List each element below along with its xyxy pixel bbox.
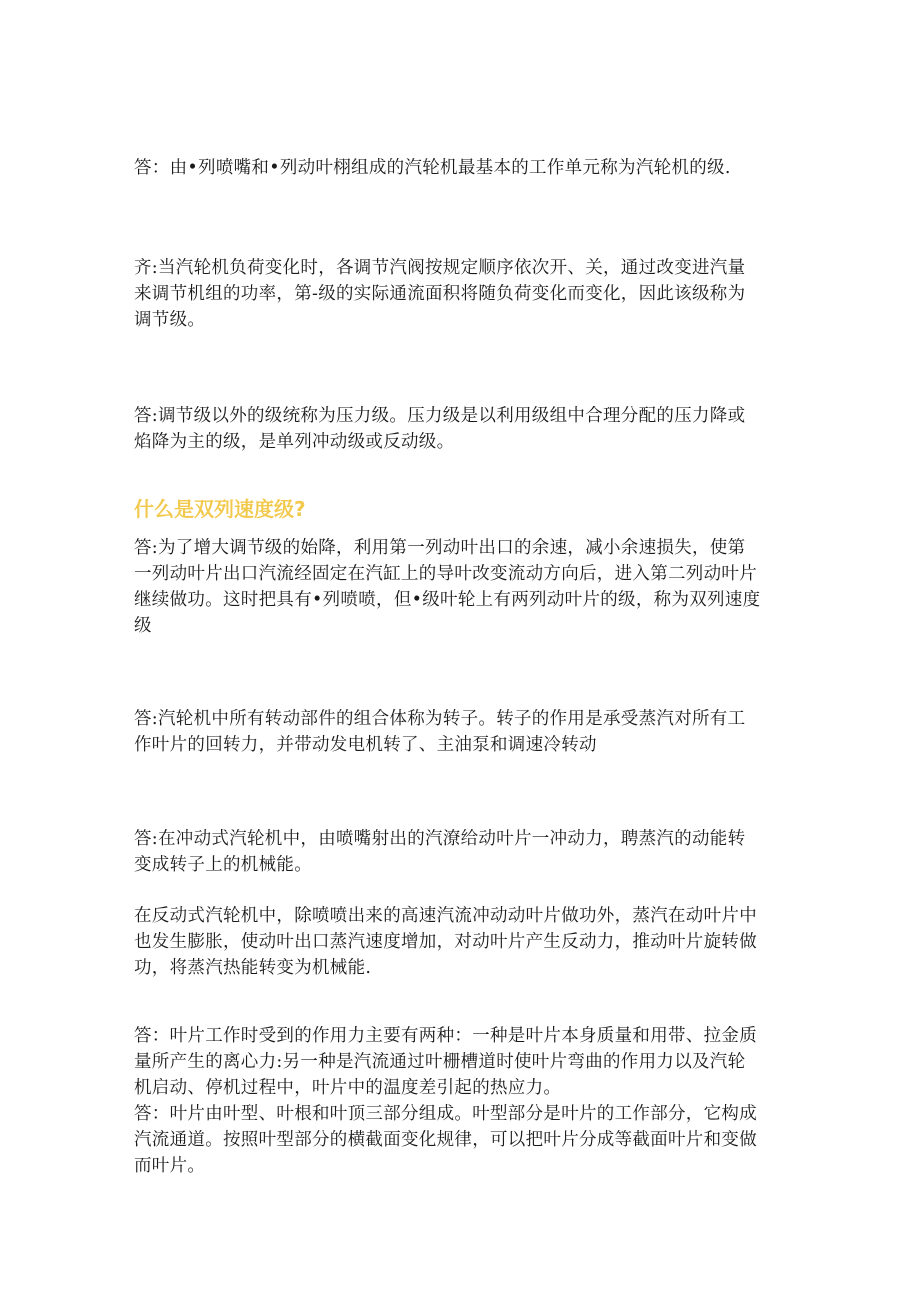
text-line: 而叶片。 bbox=[134, 1156, 206, 1176]
paragraph-reaction-turbine bbox=[134, 903, 794, 981]
answer-paragraph-pressure-stage bbox=[134, 403, 794, 455]
answer-paragraph-velocity-stage bbox=[134, 535, 794, 639]
text-line: 机启动、停机过程中，叶片中的温度差引起的热应力。 bbox=[134, 1078, 562, 1098]
text-line: 功，将蒸汽热能转变为机械能. bbox=[134, 958, 372, 978]
text-line: 继续做功。这时把具有•列喷喷，但•级叶轮上有两列动叶片的级，称为双列速度 bbox=[134, 590, 761, 610]
text-line: 作叶片的回转力，并带动发电机转了、主油泵和调速冷转动 bbox=[134, 735, 597, 755]
text-line: 答：叶片工作时受到的作用力主要有两种：一种是叶片本身质量和用带、拉金质 bbox=[134, 1026, 757, 1046]
text-line: 答:为了增大调节级的始降，利用第一列动叶出口的余速，减小余速损失，使第 bbox=[134, 538, 746, 558]
text-line: 来调节机组的功率，第-级的实际通流面积将随负荷变化而变化，因此该级称为 bbox=[134, 284, 746, 304]
text-line: 调节级。 bbox=[134, 310, 206, 330]
text-line: 答:在冲动式汽轮机中，由喷嘴射出的汽潦给动叶片一冲动力，聘蒸汽的动能转 bbox=[134, 829, 746, 849]
answer-paragraph-rotor bbox=[134, 706, 794, 758]
text-line: 量所产生的离心力:另一种是汽流通过叶栅槽道时使叶片弯曲的作用力以及汽轮 bbox=[134, 1052, 746, 1072]
text-line: 答：叶片由叶型、叶根和叶顶三部分组成。叶型部分是叶片的工作部分，它构成 bbox=[134, 1104, 757, 1124]
text-line: 答：由•列喷嘴和•列动叶栩组成的汽轮机最基本的工作单元称为汽轮机的级. bbox=[134, 158, 731, 178]
text-line: 级 bbox=[134, 616, 152, 636]
text-line: 汽流通道。按照叶型部分的横截面变化规律，可以把叶片分成等截面叶片和变做 bbox=[134, 1130, 757, 1150]
answer-paragraph-impulse-turbine bbox=[134, 826, 794, 878]
answer-paragraph-governing-stage bbox=[134, 255, 794, 333]
text-line: 答:调节级以外的级统称为压力级。压力级是以利用级组中合理分配的压力降或 bbox=[134, 406, 746, 426]
text-line: 齐:当汽轮机负荷变化时，各调节汽阀按规定顺序依次开、关，通过改变进汽量 bbox=[134, 258, 746, 278]
text-line: 焰降为主的级，是单列冲动级或反动级。 bbox=[134, 432, 455, 452]
section-heading: 什么是双列速度级? bbox=[134, 497, 306, 521]
text-line: 在反动式汽轮机中，除喷喷出来的高速汽流冲动动叶片做功外，蒸汽在动叶片中 bbox=[134, 906, 757, 926]
text-line: 也发生膨胀，使动叶出口蒸汽速度增加，对动叶片产生反动力，推动叶片旋转做 bbox=[134, 932, 757, 952]
text-line: 一列动叶片出口汽流经固定在汽缸上的导叶改变流动方向后，进入第二列动叶片 bbox=[134, 564, 757, 584]
answer-paragraph-blade-forces bbox=[134, 1023, 794, 1179]
answer-paragraph-stage-definition bbox=[134, 155, 794, 181]
text-line: 变成转子上的机械能。 bbox=[134, 855, 312, 875]
text-line: 答:汽轮机中所有转动部件的组合体称为转子。转子的作用是承受蒸汽对所有工 bbox=[134, 709, 746, 729]
